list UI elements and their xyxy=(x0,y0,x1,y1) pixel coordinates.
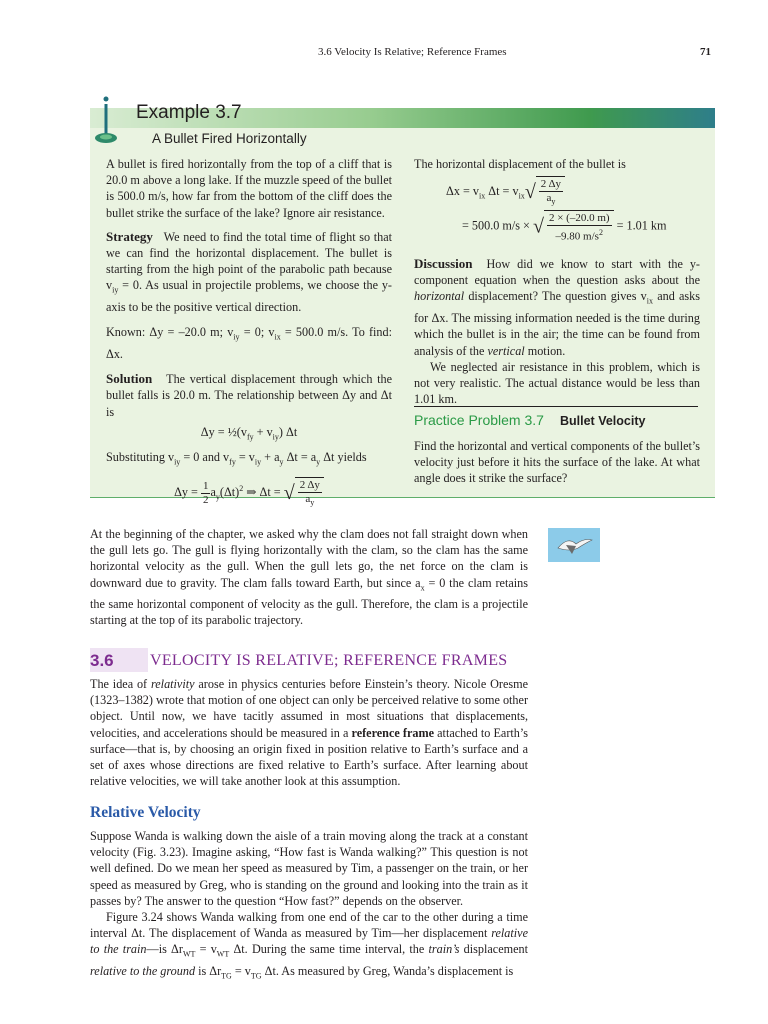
clam-sub: x xyxy=(420,583,425,593)
rv-paragraph-2 xyxy=(90,909,528,985)
section-number: 3.6 xyxy=(90,651,114,670)
eq4-right: = 1.01 km xyxy=(613,219,667,234)
section-text-2: arose in physics centuries before Einstein’s theory. Nicole Oresme (1323–1382) wrote that motion of one object can only be perceived relative to some other object. Until now, we have tacitly assumed in most situations that displacements, velocities, and accelerations should be measured in a xyxy=(90,677,528,740)
clam-text-2: = 0 the clam retains the same horizontal component of velocity as the gull. Therefore, the clam is a projectile starting at the top of its parabolic trajectory. xyxy=(90,575,528,628)
eq3-mid: Δt = v xyxy=(485,184,519,199)
subst-sub-4: y xyxy=(279,457,284,467)
example-left-column xyxy=(106,156,392,509)
eq4-left: = 500.0 m/s × xyxy=(462,219,533,234)
subst-6: Δt yields xyxy=(320,450,367,465)
eq2-sqrt xyxy=(295,477,324,509)
eq3-frac xyxy=(539,178,563,208)
eq4-num: 2 × (–20.0 m) xyxy=(548,212,610,225)
running-head-title: 3.6 Velocity Is Relative; Reference Frames xyxy=(318,46,507,58)
example-right-column xyxy=(414,156,700,407)
example-discussion xyxy=(414,256,700,359)
known-text-2: = 0; v xyxy=(239,325,275,340)
rv2-em2: train’s xyxy=(428,942,460,957)
eq4-den-sq: 2 xyxy=(598,228,603,238)
eq2-den-a: a xyxy=(305,493,311,505)
subst-sub-1: iy xyxy=(174,457,181,467)
eq1-end: ) Δt xyxy=(278,424,298,439)
rv2-em3: relative to the ground xyxy=(90,964,196,979)
example-title: Example 3.7 xyxy=(136,102,242,123)
rv2-d: Δt. During the same time interval, the xyxy=(229,942,429,957)
eq3-den-sub: y xyxy=(551,197,556,207)
sqrt-sign: √ xyxy=(524,181,536,204)
subst-5: Δt = a xyxy=(283,450,317,465)
discussion-text-3: and asks for Δx. The missing information needed is the time during which the bullet is in the air; the time can be found from analysis of the xyxy=(414,289,700,358)
eq2-half-den: 2 xyxy=(202,493,209,506)
known-text: Known: Δy = –20.0 m; v xyxy=(106,325,234,340)
rv2-g: = v xyxy=(231,964,251,979)
eq3-num: 2 Δy xyxy=(540,178,562,191)
strategy-label: Strategy xyxy=(106,228,153,244)
section-text-1: The idea of xyxy=(90,677,151,691)
eq3-sqrt xyxy=(536,176,565,208)
section-em: relativity xyxy=(150,677,195,691)
gull-thumbnail-icon xyxy=(548,528,600,562)
discussion-sub: ix xyxy=(646,296,653,306)
example-solution xyxy=(106,371,392,420)
equation-2 xyxy=(106,477,392,509)
example-known xyxy=(106,324,392,362)
eq2-num: 2 Δy xyxy=(299,479,320,491)
solution-label: Solution xyxy=(106,371,153,387)
subsection-title: Relative Velocity xyxy=(90,804,201,821)
eq1-sub-iy: iy xyxy=(272,432,279,442)
rv-paragraph-1: Suppose Wanda is walking down the aisle of a train moving along the track at a constant velocity (Fig. 3.23). Imagine asking, “How fast is Wanda walking?” This question is not well defined. Do we mean her speed as measured by Tim, a passenger on the train, or her speed as measured by Greg, who is standing on the ground and looking into the train as it passes by? The answer to the question “How fast?” depends on the observer. xyxy=(90,829,528,908)
discussion-text-4: motion. xyxy=(524,343,566,358)
rv2-sub-wt2: WT xyxy=(216,949,230,959)
section-title: VELOCITY IS RELATIVE; REFERENCE FRAMES xyxy=(150,652,508,669)
discussion-label: Discussion xyxy=(414,256,473,272)
subst-4: + a xyxy=(261,450,280,465)
eq4-den-text: –9.80 m/s xyxy=(555,231,599,244)
example-subtitle: A Bullet Fired Horizontally xyxy=(152,131,307,146)
substitution-line xyxy=(106,449,392,471)
discussion-para-2: We neglected air resistance in this problem, which is not very realistic. The actual distance would be less than 1.01 km. xyxy=(414,359,700,407)
section-paragraph xyxy=(90,676,528,789)
example-marker-icon xyxy=(94,96,128,148)
eq3-sub-2: ix xyxy=(518,191,525,201)
eq2-den xyxy=(298,493,322,509)
subst-2: = 0 and v xyxy=(180,450,230,465)
equation-4 xyxy=(414,210,700,244)
rv2-f: is Δr xyxy=(195,964,222,979)
known-sub-2: ix xyxy=(274,332,281,342)
subst-sub-3: iy xyxy=(254,457,262,467)
subst-3: = v xyxy=(235,450,255,465)
practice-rule xyxy=(414,406,698,407)
rv2-c: = v xyxy=(195,942,217,957)
eq4-frac xyxy=(547,212,612,244)
subst-1: Substituting v xyxy=(106,450,175,465)
eq3-left: Δx = v xyxy=(446,184,479,199)
subst-sub-2: fy xyxy=(229,457,236,467)
rv2-em: relative to the train xyxy=(90,926,528,957)
practice-problem-text: Find the horizontal and vertical components of the bullet’s velocity just before it hits the surface of the lake. At what angle does it strike the surface? xyxy=(414,439,700,486)
rv2-h: Δt. As measured by Greg, Wanda’s displacement is xyxy=(261,964,514,979)
known-sub-1: iy xyxy=(233,332,240,342)
relative-velocity-text xyxy=(90,828,528,985)
eq1-text: Δy = ½(v xyxy=(200,424,247,439)
equation-1 xyxy=(106,424,392,446)
solution-text: The vertical displacement through which the bullet falls is 20.0 m. The relationship between Δy and Δt is xyxy=(106,372,393,419)
section-text-3: attached to Earth’s surface—that is, by choosing an origin fixed in position relative to Earth’s surface and a set of axes whose directions are fixed relative to Earth’s surface. After learning about relative velocities, we will take another look at this assumption. xyxy=(90,725,528,789)
eq1-sub-fy: fy xyxy=(246,432,254,442)
eq3-den xyxy=(539,192,563,208)
strategy-text-2: = 0. As usual in projectile problems, we choose the y-axis to be the positive vertical direction. xyxy=(106,278,392,315)
right-intro: The horizontal displacement of the bullet is xyxy=(414,157,626,171)
sqrt-sign: √ xyxy=(532,216,544,239)
eq4-sqrt xyxy=(544,210,614,244)
clam-paragraph xyxy=(90,526,528,629)
strategy-text: We need to find the total time of flight so that we can find the horizontal displacement. The bullet is starting from the high point of the parabolic path because v xyxy=(106,229,393,293)
eq2-half-num: 1 xyxy=(202,479,209,492)
discussion-em: horizontal xyxy=(414,289,465,304)
rv2-sub-tg2: TG xyxy=(250,971,262,981)
practice-problem-name: Bullet Velocity xyxy=(560,414,646,428)
rv2-sub-tg: TG xyxy=(221,971,232,981)
eq2-sq: 2 xyxy=(239,483,244,493)
eq4-den xyxy=(547,226,612,244)
eq2-den-sub: y xyxy=(310,498,315,508)
eq2-left: Δy = xyxy=(174,484,201,499)
rv2-sub-wt: WT xyxy=(182,949,196,959)
eq2-arrow: ⇒ Δt = xyxy=(243,484,284,499)
equation-3 xyxy=(414,176,700,208)
eq2-dt: (Δt) xyxy=(219,484,240,499)
subst-sub-5: y xyxy=(316,457,321,467)
rv2-b: —is Δr xyxy=(146,942,183,957)
clam-text: At the beginning of the chapter, we asked why the clam does not fall straight down when the gull lets go. The gull is flying horizontally with the clam, so the clam has the same horizontal velocity as the gull. When the gull lets go, the net force on the clam is downward due to gravity. The clam falls toward Earth, but since a xyxy=(90,527,528,590)
page-number: 71 xyxy=(700,46,711,58)
eq2-frac xyxy=(298,479,322,509)
practice-problem-heading: Practice Problem 3.7 xyxy=(414,412,544,428)
rv2-e: displacement xyxy=(459,942,528,957)
known-text-3: = 500.0 m/s. To find: Δx. xyxy=(106,325,392,361)
example-problem: A bullet is fired horizontally from the top of a cliff that is 20.0 m above a long lake. If the muzzle speed of the bullet is 500.0 m/s, how far from the bottom of the cliff does the bullet strike the surface of the lake? Ignore air resistance. xyxy=(106,157,392,220)
eq3-sub-1: ix xyxy=(479,191,486,201)
discussion-text: How did we know to start with the y-component equation when the question asks about the xyxy=(414,257,700,288)
rv2-a: Figure 3.24 shows Wanda walking from one end of the car to the other during a time interval Δt. The displacement of Wanda as measured by Tim—her displacement xyxy=(90,910,528,941)
running-head xyxy=(0,46,768,62)
eq3-den-a: a xyxy=(546,192,552,205)
example-strategy xyxy=(106,229,392,315)
discussion-text-2: displacement? The question gives v xyxy=(464,289,647,304)
discussion-em-2: vertical xyxy=(487,343,525,358)
sqrt-sign: √ xyxy=(283,481,295,504)
eq2-a: a xyxy=(210,484,216,499)
eq2-sub-y: y xyxy=(215,492,220,502)
section-bold: reference frame xyxy=(351,725,435,740)
eq1-mid: + v xyxy=(253,424,273,439)
strategy-sub: iy xyxy=(112,285,119,295)
